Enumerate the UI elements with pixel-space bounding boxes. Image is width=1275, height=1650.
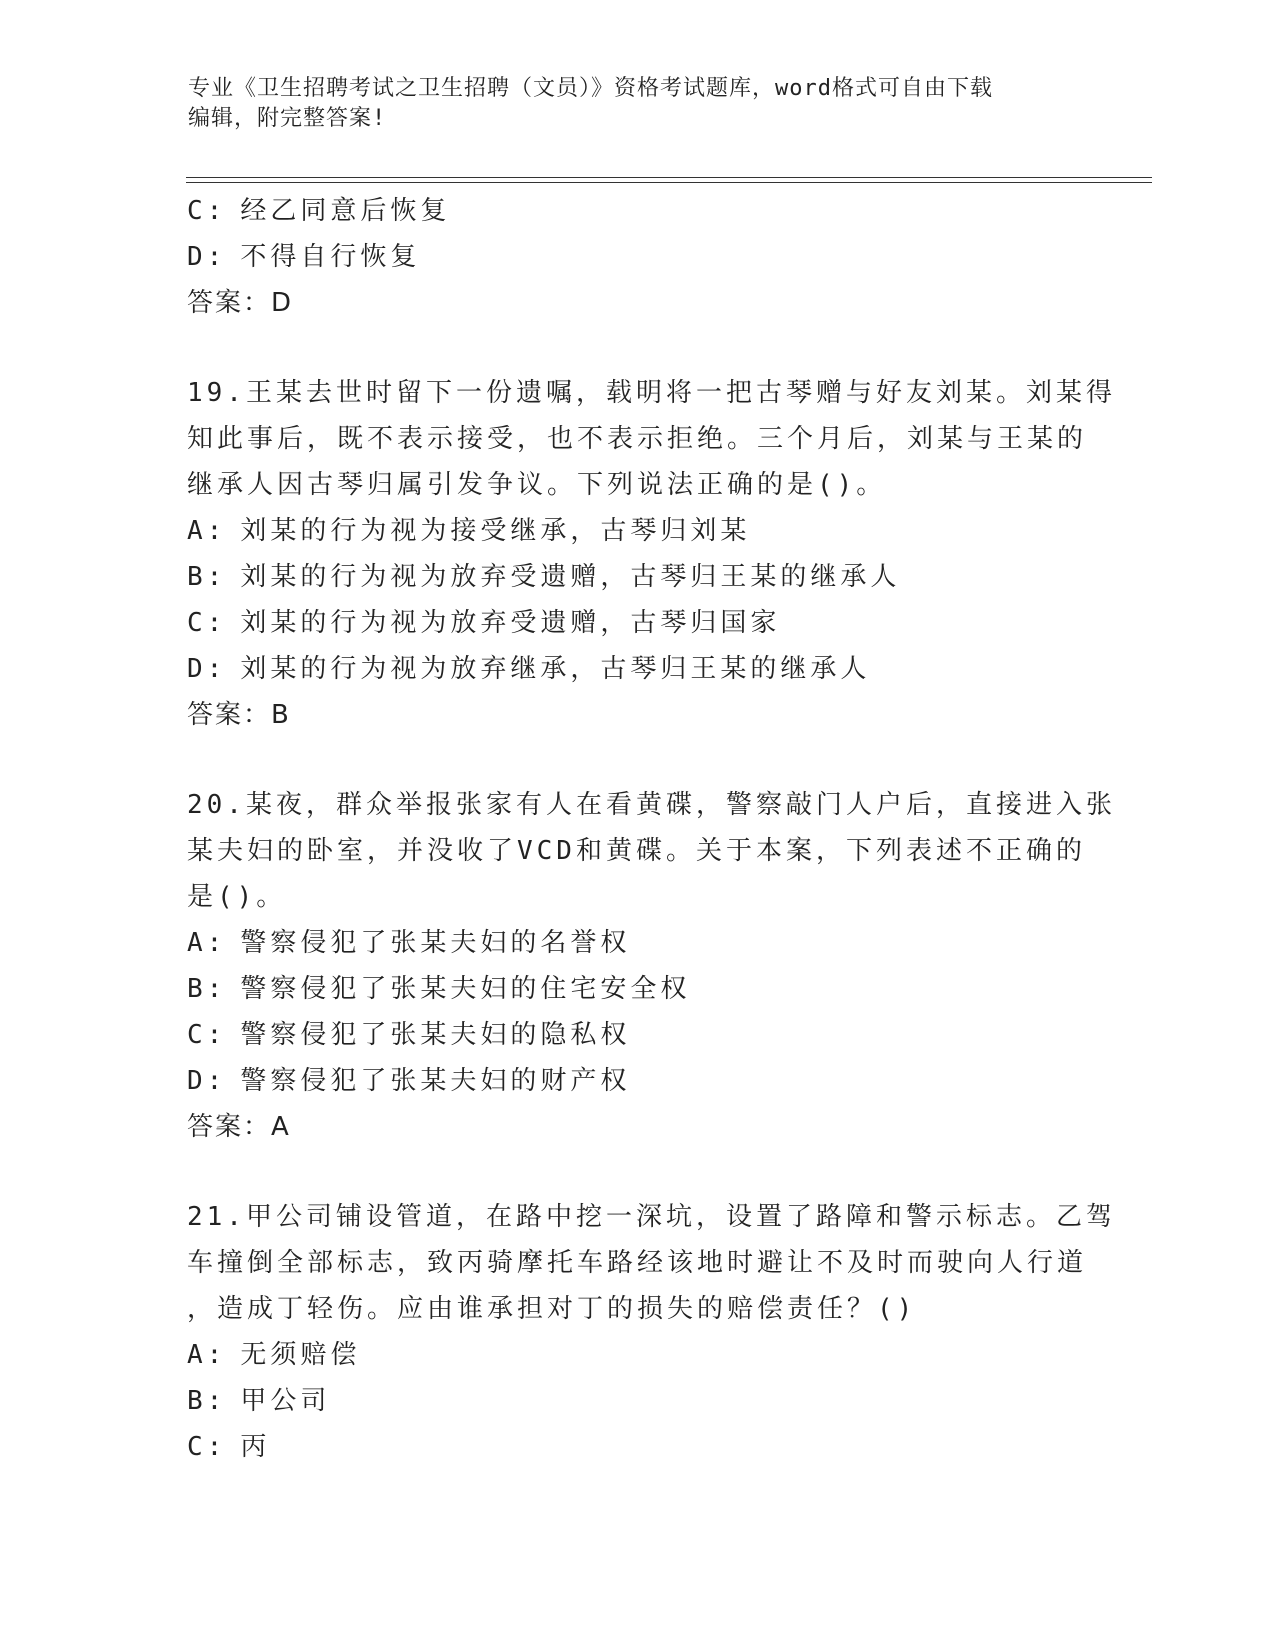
option-c: C: 警察侵犯了张某夫妇的隐私权 (187, 1020, 631, 1050)
option-b: B: 警察侵犯了张某夫妇的住宅安全权 (187, 974, 691, 1004)
header-rule-top (186, 177, 1152, 178)
option-text: 不得自行恢复 (240, 242, 421, 272)
option-text: 警察侵犯了张某夫妇的名誉权 (240, 928, 631, 958)
option-text: 警察侵犯了张某夫妇的财产权 (240, 1066, 631, 1096)
option-key: A (187, 928, 207, 958)
option-text: 警察侵犯了张某夫妇的住宅安全权 (240, 974, 691, 1004)
option-a: A: 刘某的行为视为接受继承，古琴归刘某 (187, 516, 751, 546)
option-d: D: 刘某的行为视为放弃继承，古琴归王某的继承人 (187, 654, 871, 684)
option-key: A (187, 1340, 207, 1370)
option-a: A: 无须赔偿 (187, 1340, 361, 1370)
option-text: 刘某的行为视为接受继承，古琴归刘某 (240, 516, 751, 546)
document-body (187, 188, 1116, 1470)
option-key: B (187, 562, 207, 592)
option-b: B: 刘某的行为视为放弃受遗赠，古琴归王某的继承人 (187, 562, 901, 592)
question-continued (187, 188, 1087, 326)
question-stem-line: 是()。 (187, 882, 287, 912)
header-line-1: 专业《卫生招聘考试之卫生招聘（文员）》资格考试题库，word格式可自由下载 (188, 76, 993, 101)
option-key: C (187, 196, 207, 226)
option-c: C: 经乙同意后恢复 (187, 196, 451, 226)
option-key: D (187, 1066, 207, 1096)
question-stem-line: 某夫妇的卧室，并没收了VCD和黄碟。关于本案，下列表述不正确的 (187, 836, 1086, 866)
option-key: D (187, 242, 207, 272)
option-d: D: 警察侵犯了张某夫妇的财产权 (187, 1066, 631, 1096)
answer-line: 答案：A (187, 1112, 291, 1142)
question-19 (187, 370, 1116, 738)
option-text: 刘某的行为视为放弃受遗赠，古琴归王某的继承人 (240, 562, 901, 592)
option-key: D (187, 654, 207, 684)
question-21 (187, 1194, 1116, 1470)
option-text: 甲公司 (240, 1386, 331, 1416)
option-a: A: 警察侵犯了张某夫妇的名誉权 (187, 928, 631, 958)
option-d: D: 不得自行恢复 (187, 242, 421, 272)
option-text: 刘某的行为视为放弃继承，古琴归王某的继承人 (240, 654, 871, 684)
option-c: C: 刘某的行为视为放弃受遗赠，古琴归国家 (187, 608, 781, 638)
question-stem-line: 知此事后，既不表示接受，也不表示拒绝。三个月后，刘某与王某的 (187, 424, 1088, 454)
option-key: B (187, 974, 207, 1004)
question-stem-line: ，造成丁轻伤。应由谁承担对丁的损失的赔偿责任？() (187, 1294, 917, 1324)
option-key: B (187, 1386, 207, 1416)
question-stem-line: 21.甲公司铺设管道，在路中挖一深坑，设置了路障和警示标志。乙驾 (187, 1202, 1116, 1232)
option-key: A (187, 516, 207, 546)
answer-line: 答案：B (187, 700, 291, 730)
answer-line: 答案：D (187, 288, 294, 318)
option-key: C (187, 1432, 207, 1462)
option-key: C (187, 1020, 207, 1050)
question-stem-line: 车撞倒全部标志，致丙骑摩托车路经该地时避让不及时而驶向人行道 (187, 1248, 1088, 1278)
question-stem-line: 继承人因古琴归属引发争议。下列说法正确的是()。 (187, 470, 887, 500)
option-text: 警察侵犯了张某夫妇的隐私权 (240, 1020, 631, 1050)
option-key: C (187, 608, 207, 638)
option-text: 经乙同意后恢复 (240, 196, 451, 226)
option-c: C: 丙 (187, 1432, 271, 1462)
header-rule-bottom (186, 182, 1152, 183)
document-header (188, 74, 1088, 134)
option-text: 无须赔偿 (240, 1340, 361, 1370)
header-line-2: 编辑，附完整答案! (188, 106, 387, 131)
question-20 (187, 782, 1116, 1150)
question-stem-line: 19.王某去世时留下一份遗嘱，载明将一把古琴赠与好友刘某。刘某得 (187, 378, 1116, 408)
option-text: 丙 (240, 1432, 271, 1462)
option-b: B: 甲公司 (187, 1386, 331, 1416)
option-text: 刘某的行为视为放弃受遗赠，古琴归国家 (240, 608, 781, 638)
question-stem-line: 20.某夜，群众举报张家有人在看黄碟，警察敲门人户后，直接进入张 (187, 790, 1116, 820)
